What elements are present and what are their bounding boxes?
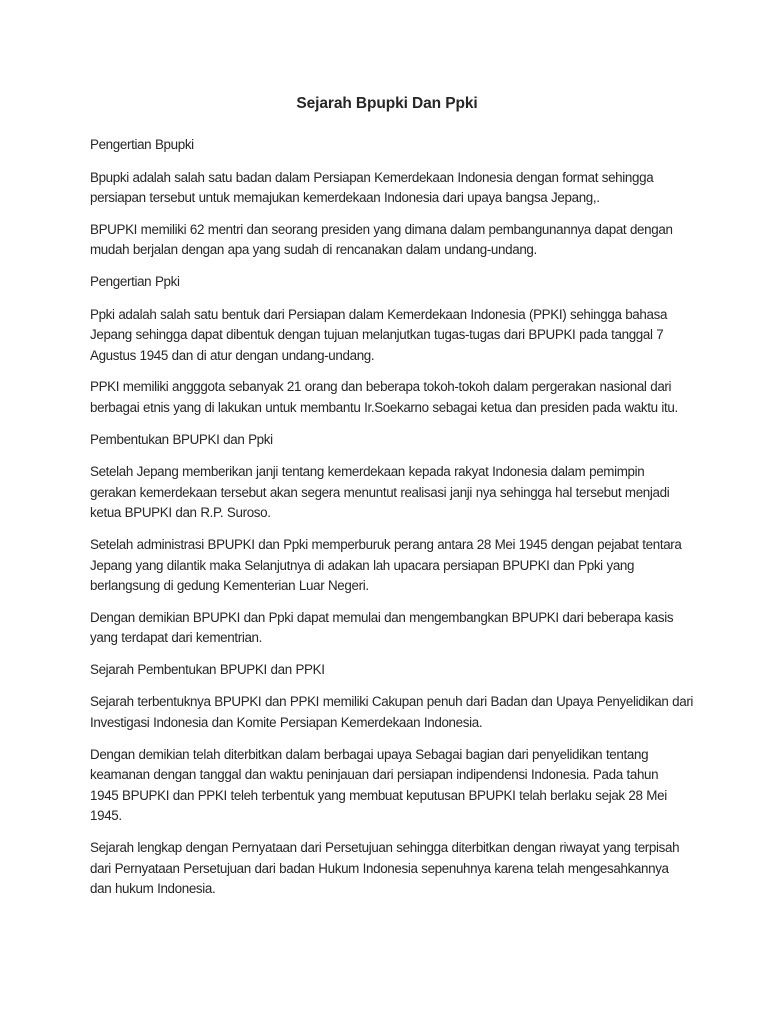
text-line: Dengan demikian telah diterbitkan dalam berbagai upaya Sebagai bagian dari penyelidikan tentang <box>90 746 649 762</box>
text-line: Agustus 1945 dan di atur dengan undang-undang. <box>90 347 375 363</box>
text-line: 1945 BPUPKI dan PPKI teleh terbentuk yang membuat keputusan BPUPKI telah berlaku sejak 28 Mei <box>90 787 667 803</box>
paragraph <box>90 608 684 649</box>
text-line: PPKI memiliki angggota sebanyak 21 orang dan beberapa tokoh-tokoh dalam pergerakan nasional dari <box>90 379 672 395</box>
section-heading <box>90 135 684 156</box>
text-line: gerakan kemerdekaan tersebut akan segera menuntut realisasi janji nya sehingga hal tersebut menjadi <box>90 484 670 500</box>
document-title: Sejarah Bpupki Dan Ppki <box>296 95 478 112</box>
text-line: Pengertian Ppki <box>90 273 180 289</box>
paragraph <box>90 377 684 418</box>
paragraph <box>90 535 684 597</box>
paragraph <box>90 692 694 733</box>
document-content <box>90 135 694 900</box>
text-line: Sejarah lengkap dengan Pernyataan dari Persetujuan sehingga diterbitkan dengan riwayat yang terpisah <box>90 840 680 856</box>
section-heading <box>90 272 684 293</box>
document-body <box>90 94 694 911</box>
text-line: keamanan dengan tanggal dan waktu peninjauan dari persiapan indipendensi Indonesia. Pada tahun <box>90 767 659 783</box>
paragraph <box>90 168 684 209</box>
text-line: Ppki adalah salah satu bentuk dari Persiapan dalam Kemerdekaan Indonesia (PPKI) sehingga bahasa <box>90 306 668 322</box>
text-line: Bpupki adalah salah satu badan dalam Persiapan Kemerdekaan Indonesia dengan format sehingga <box>90 169 654 185</box>
text-line: Investigasi Indonesia dan Komite Persiapan Kemerdekaan Indonesia. <box>90 715 483 731</box>
text-line: Setelah Jepang memberikan janji tentang kemerdekaan kepada rakyat Indonesia dalam pemimpin <box>90 464 645 480</box>
text-line: ketua BPUPKI dan R.P. Suroso. <box>90 505 271 521</box>
text-line: berlangsung di gedung Kementerian Luar Negeri. <box>90 578 369 594</box>
section-heading <box>90 660 684 681</box>
text-line: Jepang sehingga dapat dibentuk dengan tujuan melanjutkan tugas-tugas dari BPUPKI pada tanggal 7 <box>90 327 664 343</box>
section-heading <box>90 430 684 451</box>
paragraph <box>90 305 684 367</box>
text-line: yang terdapat dari kementrian. <box>90 630 263 646</box>
paragraph <box>90 220 684 261</box>
text-line: 1945. <box>90 808 122 824</box>
text-line: Sejarah Pembentukan BPUPKI dan PPKI <box>90 661 325 677</box>
text-line: Pengertian Bpupki <box>90 137 194 152</box>
text-line: berbagai etnis yang di lakukan untuk membantu Ir.Soekarno sebagai ketua dan presiden pada waktu itu. <box>90 399 678 415</box>
text-line: BPUPKI memiliki 62 mentri dan seorang presiden yang dimana dalam pembangunannya dapat dengan <box>90 221 673 237</box>
text-line: persiapan tersebut untuk memajukan kemerdekaan Indonesia dari upaya bangsa Jepang,. <box>90 190 600 206</box>
paragraph <box>90 838 684 900</box>
text-line: Setelah administrasi BPUPKI dan Ppki memperburuk perang antara 28 Mei 1945 dengan pejabat tentara <box>90 536 682 552</box>
paragraph <box>90 462 684 524</box>
text-line: Dengan demikian BPUPKI dan Ppki dapat memulai dan mengembangkan BPUPKI dari beberapa kasis <box>90 609 674 625</box>
text-line: dan hukum Indonesia. <box>90 881 216 897</box>
text-line: mudah berjalan dengan apa yang sudah di rencanakan dalam undang-undang. <box>90 242 537 258</box>
paragraph <box>90 745 684 827</box>
text-line: dari Pernyataan Persetujuan dari badan Hukum Indonesia sepenuhnya karena telah mengesahkannya <box>90 860 669 876</box>
text-line: Pembentukan BPUPKI dan Ppki <box>90 431 273 447</box>
text-line: Jepang yang dilantik maka Selanjutnya di adakan lah upacara persiapan BPUPKI dan Ppki yang <box>90 557 635 573</box>
text-line: Sejarah terbentuknya BPUPKI dan PPKI memiliki Cakupan penuh dari Badan dan Upaya Penyelidikan dari <box>90 694 694 710</box>
